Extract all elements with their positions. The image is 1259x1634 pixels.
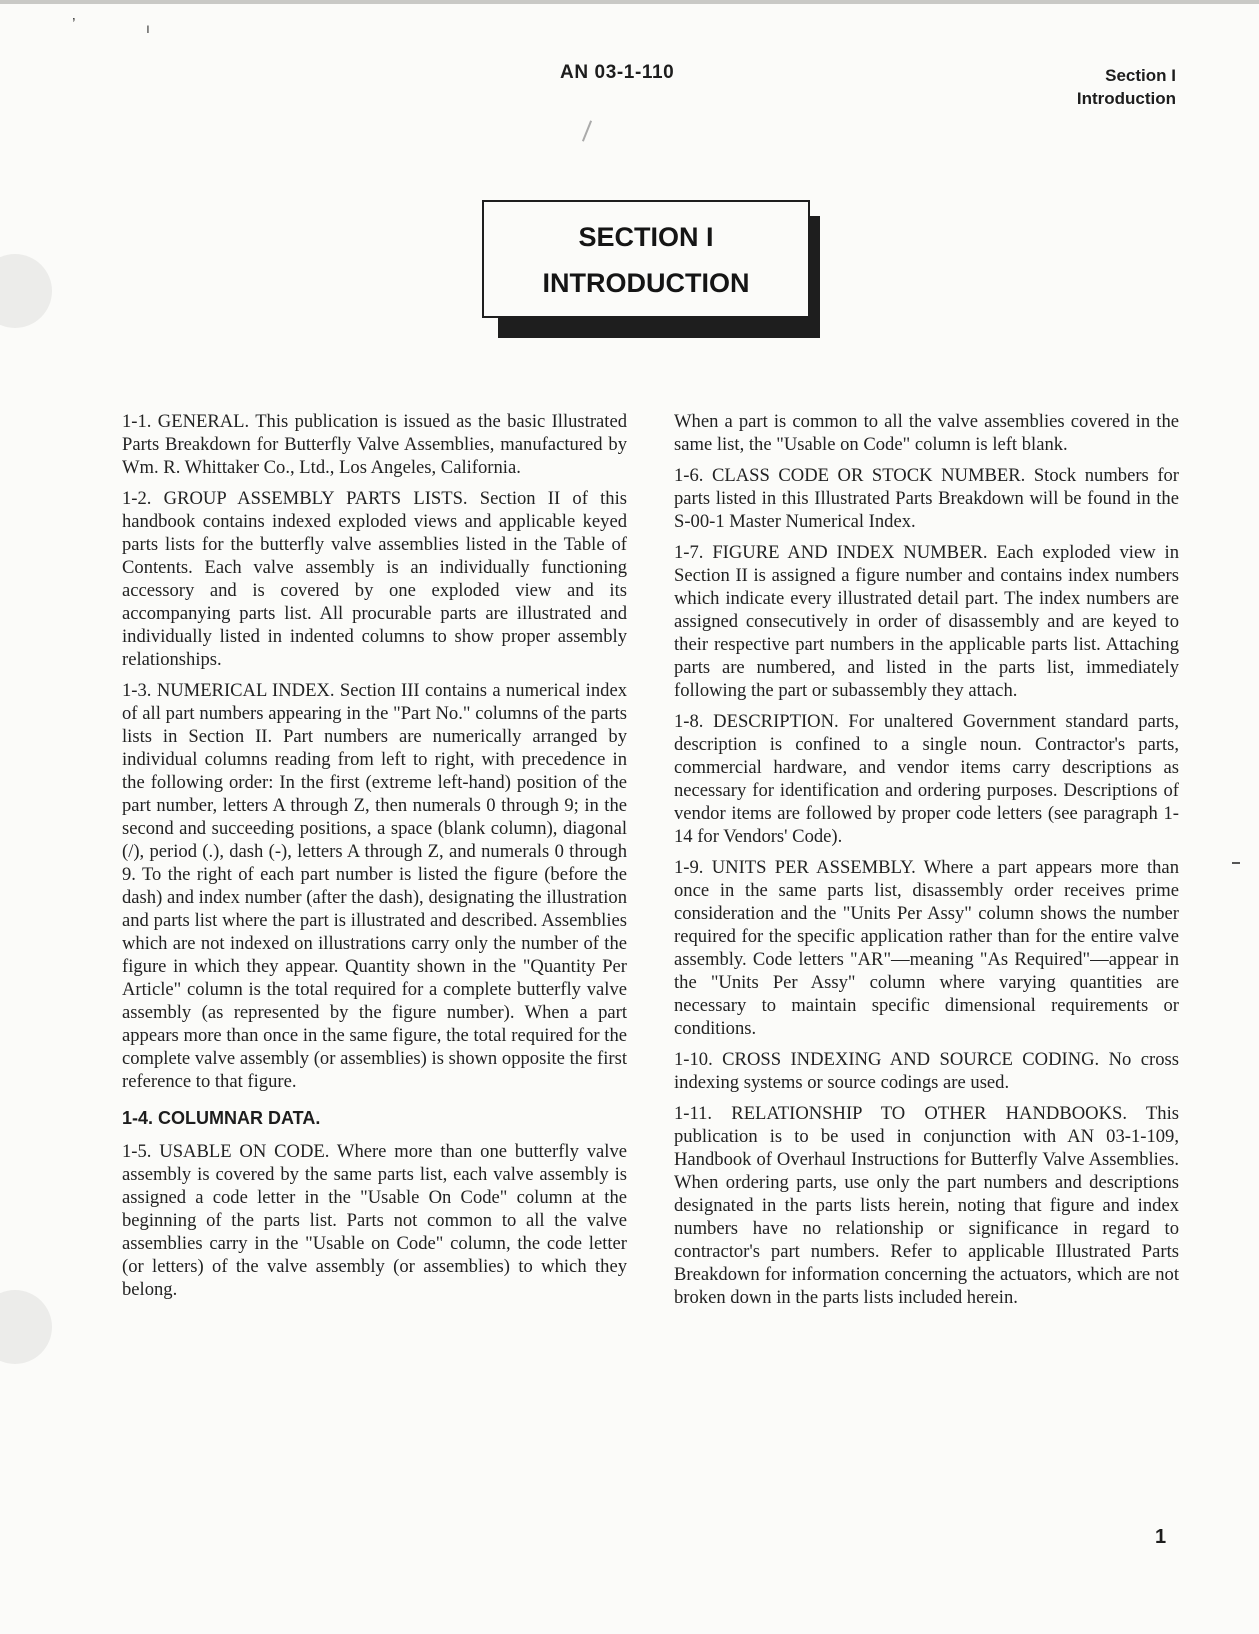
paragraph-1-2-group-assembly: 1-2. GROUP ASSEMBLY PARTS LISTS. Section II of this handbook contains indexed exploded views and applicable keyed parts lists for the butterfly valve assemblies listed in the Table of Contents. Each valve assembly is an individually functioning accessory and is covered by one exploded view and its accompanying parts list. All procurable parts are illustrated and individually listed in indented columns to show proper assembly relationships. <box>122 488 627 670</box>
scan-mark: ı <box>146 20 150 36</box>
page-number: 1 <box>1155 1526 1167 1548</box>
scan-mark: ’ <box>72 16 76 33</box>
page-top-edge <box>0 0 1259 4</box>
section-label: Section I <box>1105 66 1176 85</box>
paragraph-1-3-numerical-index: 1-3. NUMERICAL INDEX. Section III contains a numerical index of all part numbers appearing in the "Part No." columns of the parts lists in Section II. Part numbers are numerically arranged by individual columns reading from left to right, with precedence in the following order: In the first (extreme left-hand) position of the part number, letters A through Z, then numerals 0 through 9; in the second and succeeding positions, a space (blank column), diagonal (/), period (.), dash (-), letters A through Z, and numerals 0 through 9. To the right of each part number is listed the figure (before the dash) and index number (after the dash), designating the illustration and parts list where the part is illustrated and described. Assemblies which are not indexed on illustrations carry only the number of the figure in which they appear. Quantity shown in the "Quantity Per Article" column is the total required for a complete butterfly valve assembly (as represented by the figure number). When a part appears more than once in the same figure, the total required for the complete valve assembly (or assemblies) is shown opposite the first reference to that figure. <box>122 680 627 1092</box>
section-title-name: INTRODUCTION <box>542 268 750 298</box>
section-header <box>1077 64 1176 110</box>
section-name: Introduction <box>1076 89 1176 108</box>
section-title-number: SECTION I <box>578 222 714 252</box>
punch-hole <box>0 254 52 328</box>
heading-1-4-columnar-data: 1-4. COLUMNAR DATA. <box>122 1108 321 1128</box>
section-title-box <box>482 200 810 318</box>
paragraph-1-6-class-code: 1-6. CLASS CODE OR STOCK NUMBER. Stock numbers for parts listed in this Illustrated Parts Breakdown will be found in the S-00-1 Master Numerical Index. <box>674 465 1179 532</box>
paragraph-1-11-relationship: 1-11. RELATIONSHIP TO OTHER HANDBOOKS. This publication is to be used in conjunction with AN 03-1-109, Handbook of Overhaul Instructions for Butterfly Valve Assemblies. When ordering parts, use only the part numbers and descriptions designated in the parts lists herein, noting that figure and index numbers have no relationship or significance in regard to contractor's part numbers. Refer to applicable Illustrated Parts Breakdown for information concerning the actuators, which are not broken down in the parts lists included herein. <box>674 1103 1179 1308</box>
scan-artifact <box>1232 862 1240 864</box>
paragraph-1-5-usable-on-code: 1-5. USABLE ON CODE. Where more than one butterfly valve assembly is covered by the same parts list, each valve assembly is assigned a code letter in the "Usable On Code" column at the beginning of the parts list. Parts not common to all the valve assemblies carry in the "Usable on Code" column, the code letter (or letters) of the valve assembly (or assemblies) to which they belong. <box>122 1141 627 1300</box>
scan-artifact <box>582 120 592 141</box>
paragraph-1-5-continued: When a part is common to all the valve assemblies covered in the same list, the "Usable on Code" column is left blank. <box>674 411 1179 455</box>
document-number: AN 03-1-110 <box>560 62 675 83</box>
paragraph-1-8-description: 1-8. DESCRIPTION. For unaltered Government standard parts, description is confined to a single noun. Contractor's parts, commercial hardware, and vendor items carry descriptions as necessary for identification and ordering purposes. Descriptions of vendor items are followed by proper code letters (see paragraph 1-14 for Vendors' Code). <box>674 711 1179 847</box>
paragraph-1-9-units-per-assembly: 1-9. UNITS PER ASSEMBLY. Where a part appears more than once in the same parts list, disassembly order receives prime consideration and the "Units Per Assy" column shows the number required for the specific application rather than for the entire valve assembly. Code letters "AR"—meaning "As Required"—appear in the "Units Per Assy" column where varying quantities are necessary to maintain specific dimensional requirements or conditions. <box>674 857 1179 1039</box>
left-column <box>122 410 627 1309</box>
right-column <box>674 410 1179 1317</box>
paragraph-1-1-general: 1-1. GENERAL. This publication is issued as the basic Illustrated Parts Breakdown for Butterfly Valve Assemblies, manufactured by Wm. R. Whittaker Co., Ltd., Los Angeles, California. <box>122 411 627 478</box>
paragraph-1-7-figure-index: 1-7. FIGURE AND INDEX NUMBER. Each exploded view in Section II is assigned a figure number and contains index numbers which indicate every illustrated detail part. The index numbers are assigned consecutively in order of disassembly and are keyed to their respective part numbers in the applicable parts list. Attaching parts are numbered, and listed in the parts list, immediately following the part or subassembly they attach. <box>674 542 1179 701</box>
punch-hole <box>0 1290 52 1364</box>
paragraph-1-10-cross-indexing: 1-10. CROSS INDEXING AND SOURCE CODING. No cross indexing systems or source codings are used. <box>674 1049 1179 1093</box>
